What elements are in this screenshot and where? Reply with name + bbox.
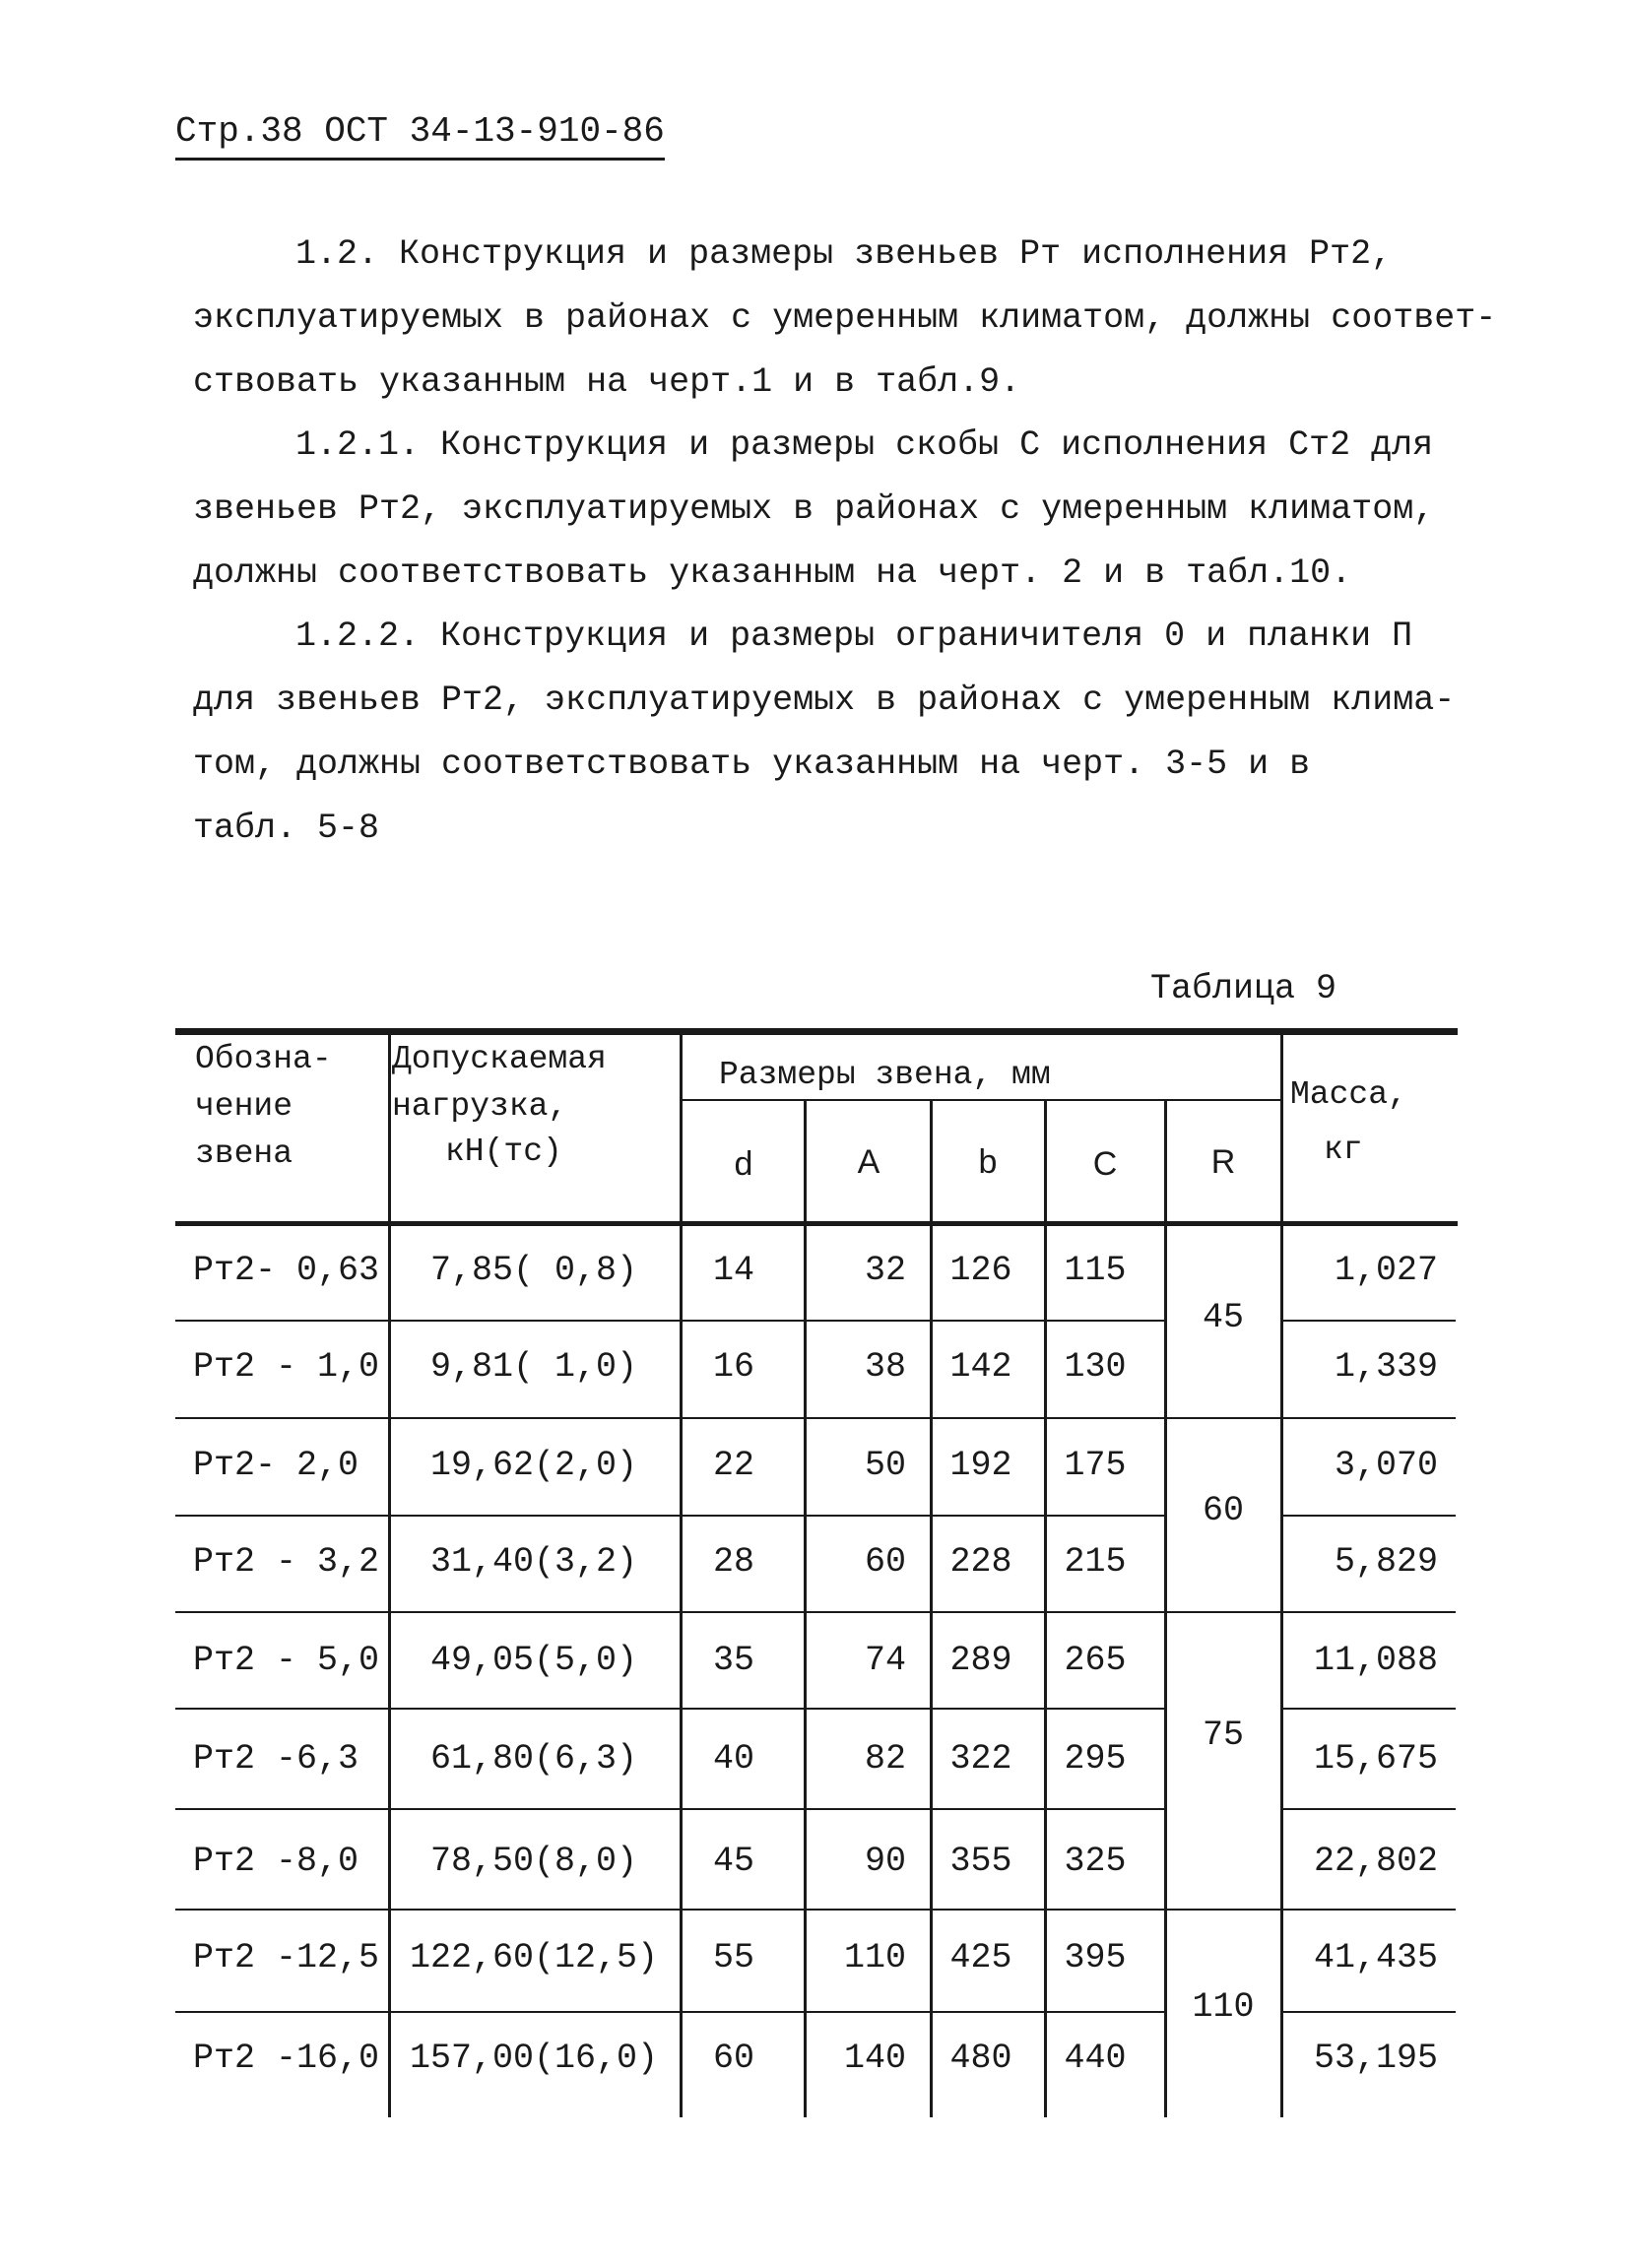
table-top-rule (175, 1028, 1458, 1035)
cell-load: 9,81( 1,0) (429, 1347, 638, 1387)
cell-name: Рт2 - 5,0 (193, 1641, 380, 1680)
cell-d: 55 (713, 1938, 755, 1977)
cell-name: Рт2 -12,5 (193, 1938, 380, 1977)
cell-mass: 3,070 (1334, 1446, 1438, 1485)
cell-mass: 15,675 (1313, 1739, 1438, 1779)
header-dim-c: C (1092, 1145, 1118, 1183)
row-rule (1282, 1708, 1456, 1710)
cell-b: 142 (949, 1347, 1012, 1387)
col-rule (388, 1030, 391, 2117)
cell-b: 126 (949, 1251, 1012, 1290)
row-rule (175, 1909, 1456, 1911)
cell-d: 45 (713, 1842, 755, 1881)
header-dim-d: d (734, 1145, 753, 1183)
cell-load: 49,05(5,0) (429, 1641, 638, 1680)
cell-d: 40 (713, 1739, 755, 1779)
header-dim-r: R (1210, 1143, 1236, 1181)
cell-c: 175 (1064, 1446, 1127, 1485)
r-group-value: 45 (1202, 1298, 1244, 1337)
header-dim-b: b (978, 1143, 998, 1181)
cell-c: 115 (1064, 1251, 1127, 1290)
col-rule (1280, 1030, 1283, 2117)
header-load-line: Допускаемая (392, 1041, 607, 1077)
cell-mass: 22,802 (1313, 1842, 1438, 1881)
cell-a: 50 (864, 1446, 906, 1485)
row-rule (175, 2011, 1166, 2013)
cell-b: 322 (949, 1739, 1012, 1779)
cell-d: 22 (713, 1446, 755, 1485)
cell-c: 440 (1064, 2039, 1127, 2078)
header-load-line: кН(тс) (445, 1134, 562, 1170)
cell-a: 140 (843, 2039, 906, 2078)
row-rule (175, 1320, 1166, 1322)
paragraph-line: том, должны соответствовать указанным на черт. 3-5 и в (193, 745, 1311, 784)
cell-load: 61,80(6,3) (429, 1739, 638, 1779)
row-rule (175, 1417, 1456, 1419)
cell-d: 14 (713, 1251, 755, 1290)
cell-c: 325 (1064, 1842, 1127, 1881)
cell-a: 60 (864, 1542, 906, 1582)
row-rule (1282, 1320, 1456, 1322)
dims-subheader-rule (680, 1099, 1282, 1101)
paragraph-1-2 (193, 223, 1497, 415)
paragraph-line: 1.2.2. Конструкция и размеры ограничителя 0 и планки П (295, 616, 1413, 656)
paragraph-1-2-1 (193, 414, 1473, 606)
cell-load: 7,85( 0,8) (429, 1251, 638, 1290)
cell-c: 130 (1064, 1347, 1127, 1387)
cell-mass: 11,088 (1313, 1641, 1438, 1680)
paragraph-line: 1.2. Конструкция и размеры звеньев Рт исполнения Рт2, (295, 234, 1393, 274)
row-rule (1282, 1515, 1456, 1517)
cell-load: 157,00(16,0) (409, 2039, 659, 2078)
cell-a: 74 (864, 1641, 906, 1680)
cell-load: 122,60(12,5) (409, 1938, 659, 1977)
cell-load: 31,40(3,2) (429, 1542, 638, 1582)
r-group-value: 110 (1192, 1987, 1255, 2027)
paragraph-line: ствовать указанным на черт.1 и в табл.9. (193, 362, 1021, 402)
cell-d: 28 (713, 1542, 755, 1582)
cell-name: Рт2 -16,0 (193, 2039, 380, 2078)
col-rule (1164, 1099, 1167, 2117)
cell-c: 395 (1064, 1938, 1127, 1977)
paragraph-line: эксплуатируемых в районах с умеренным климатом, должны соответ- (193, 298, 1497, 338)
header-designation-line: звена (195, 1135, 293, 1172)
cell-b: 480 (949, 2039, 1012, 2078)
cell-a: 90 (864, 1842, 906, 1881)
paragraph-line: для звеньев Рт2, эксплуатируемых в районах с умеренным клима- (193, 680, 1456, 720)
row-rule (175, 1708, 1166, 1710)
cell-mass: 1,339 (1334, 1347, 1438, 1387)
cell-load: 78,50(8,0) (429, 1842, 638, 1881)
table-caption: Таблица 9 (1150, 969, 1337, 1008)
row-rule (175, 1611, 1456, 1613)
cell-a: 32 (864, 1251, 906, 1290)
paragraph-line: табл. 5-8 (193, 809, 380, 848)
header-load-line: нагрузка, (392, 1088, 568, 1125)
col-rule (680, 1030, 683, 2117)
header-mass-line: кг (1324, 1132, 1363, 1168)
paragraph-line: должны соответствовать указанным на черт. 2 и в табл.10. (193, 553, 1352, 593)
cell-b: 425 (949, 1938, 1012, 1977)
cell-name: Рт2- 2,0 (193, 1446, 359, 1485)
cell-mass: 41,435 (1313, 1938, 1438, 1977)
header-bottom-rule (175, 1221, 1458, 1226)
row-rule (175, 1515, 1166, 1517)
cell-b: 192 (949, 1446, 1012, 1485)
row-rule (1282, 1808, 1456, 1810)
page-header: Стр.38 ОСТ 34-13-910-86 (175, 110, 665, 161)
row-rule (175, 1808, 1166, 1810)
cell-d: 16 (713, 1347, 755, 1387)
cell-mass: 1,027 (1334, 1251, 1438, 1290)
cell-a: 82 (864, 1739, 906, 1779)
cell-name: Рт2 - 1,0 (193, 1347, 380, 1387)
paragraph-line: звеньев Рт2, эксплуатируемых в районах с умеренным климатом, (193, 489, 1435, 529)
cell-a: 110 (843, 1938, 906, 1977)
header-designation-line: чение (195, 1088, 293, 1125)
cell-c: 295 (1064, 1739, 1127, 1779)
cell-b: 289 (949, 1641, 1012, 1680)
cell-b: 355 (949, 1842, 1012, 1881)
header-dimensions: Размеры звена, мм (719, 1057, 1051, 1093)
cell-d: 35 (713, 1641, 755, 1680)
header-designation-line: Обозна- (195, 1041, 332, 1077)
cell-d: 60 (713, 2039, 755, 2078)
cell-c: 215 (1064, 1542, 1127, 1582)
cell-b: 228 (949, 1542, 1012, 1582)
cell-name: Рт2 - 3,2 (193, 1542, 380, 1582)
header-dim-a: A (857, 1143, 880, 1181)
cell-name: Рт2 -6,3 (193, 1739, 359, 1779)
cell-mass: 53,195 (1313, 2039, 1438, 2078)
header-mass-line: Масса, (1290, 1076, 1407, 1113)
cell-c: 265 (1064, 1641, 1127, 1680)
cell-name: Рт2- 0,63 (193, 1251, 380, 1290)
paragraph-1-2-2 (193, 605, 1473, 861)
cell-mass: 5,829 (1334, 1542, 1438, 1582)
r-group-value: 75 (1202, 1716, 1244, 1755)
cell-load: 19,62(2,0) (429, 1446, 638, 1485)
cell-name: Рт2 -8,0 (193, 1842, 359, 1881)
row-rule (1282, 2011, 1456, 2013)
paragraph-line: 1.2.1. Конструкция и размеры скобы С исполнения Ст2 для (295, 425, 1434, 465)
cell-a: 38 (864, 1347, 906, 1387)
r-group-value: 60 (1202, 1491, 1244, 1530)
